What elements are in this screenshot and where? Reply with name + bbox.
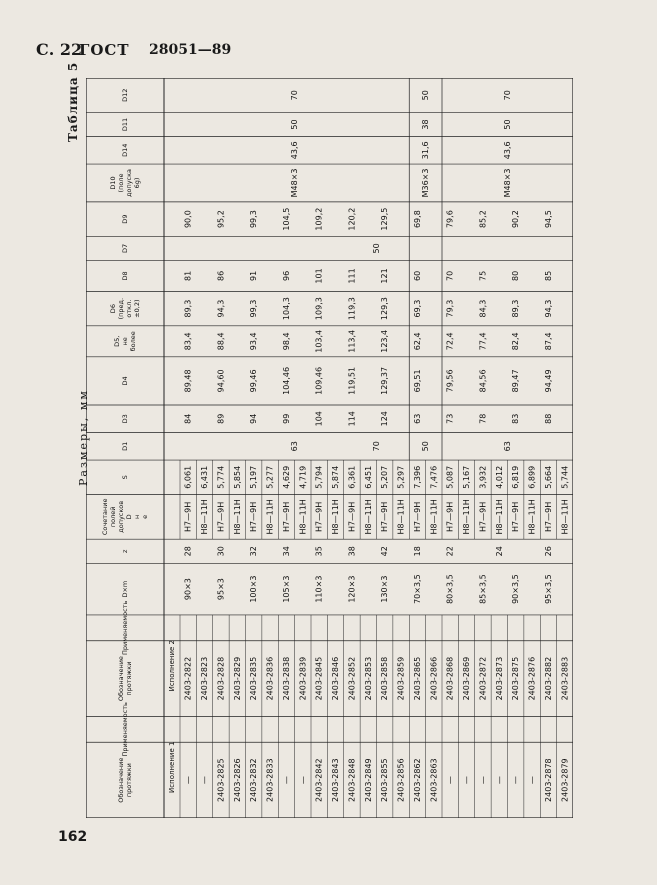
cell-d6: 94,3: [543, 299, 553, 318]
cell-z: 32: [249, 546, 259, 557]
gost-number: 28051—89: [149, 42, 232, 58]
cell-d10: M36×3: [421, 168, 431, 198]
cell-d3: 63: [412, 413, 422, 424]
cell-d8: 91: [249, 270, 259, 282]
cell-d4: 119,51: [347, 366, 357, 395]
cell-d1: 63: [503, 441, 512, 452]
cell-S: 5,664: [543, 465, 553, 489]
cell-s: H8—11H: [462, 499, 472, 535]
cell-d4: 94,60: [216, 369, 226, 393]
cell-i2: 2403-2866: [429, 656, 439, 701]
cell-d4: 109,46: [314, 366, 324, 395]
cell-d: 90×3,5: [511, 574, 521, 604]
cell-d9: 85,2: [478, 210, 488, 229]
cell-d: 80×3,5: [445, 574, 455, 604]
header-d4: D4: [121, 376, 129, 386]
cell-i2: 2403-2838: [281, 656, 291, 701]
cell-i2: 2403-2883: [560, 656, 570, 701]
cell-d: 120×3: [347, 575, 357, 603]
cell-i1: —: [511, 776, 521, 785]
cell-i2: 2403-2822: [183, 656, 193, 701]
cell-S: 5,167: [462, 465, 472, 489]
header-z: z: [121, 549, 129, 553]
cell-i2: 2403-2859: [396, 656, 406, 701]
page-number-bottom: 162: [58, 829, 88, 845]
cell-i1: 2403-2843: [331, 758, 341, 802]
cell-i2: 2403-2875: [511, 656, 521, 701]
isp2-label: Исполнение 2: [168, 639, 176, 692]
cell-i2: 2403-2846: [331, 656, 341, 701]
cell-d5: 83,4: [183, 332, 193, 351]
cell-i1: 2403-2825: [216, 758, 226, 802]
cell-d5: 87,4: [543, 332, 553, 351]
cell-s: H7—9H: [347, 501, 357, 532]
cell-S: 5,744: [560, 465, 570, 489]
cell-d5: 123,4: [380, 329, 390, 353]
cell-d5: 113,4: [347, 329, 357, 353]
cell-d14: 43,6: [290, 141, 300, 160]
cell-S: 6,819: [511, 465, 521, 489]
cell-d9: 99,3: [249, 210, 259, 229]
cell-d4: 84,56: [478, 369, 488, 393]
cell-d6: 79,3: [445, 299, 455, 318]
cell-i2: 2403-2882: [543, 656, 553, 701]
cell-d6: 89,3: [183, 299, 193, 318]
cell-S: 5,297: [396, 465, 406, 489]
cell-S: 5,874: [331, 465, 341, 489]
cell-S: 5,197: [249, 465, 259, 489]
cell-i2: 2403-2865: [412, 656, 422, 701]
cell-s: H8—11H: [200, 499, 210, 535]
cell-d6: 104,3: [281, 297, 291, 321]
cell-d5: 103,4: [314, 329, 324, 353]
cell-s: H8—11H: [396, 499, 406, 535]
cell-s: H7—9H: [543, 501, 553, 532]
cell-i1: 2403-2826: [232, 758, 242, 802]
cell-d10: M48×3: [290, 168, 300, 198]
cell-d3: 73: [445, 413, 455, 424]
cell-d3: 83: [511, 413, 521, 424]
header-d6: D6(пред.откл.±0,2): [109, 297, 141, 320]
cell-z: 24: [494, 546, 504, 557]
cell-d12: 70: [503, 90, 512, 101]
cell-s: H7—9H: [412, 501, 422, 532]
cell-d9: 94,5: [543, 210, 553, 229]
cell-d10: M48×3: [503, 168, 512, 198]
cell-d4: 79,56: [445, 369, 455, 393]
cell-s: H7—9H: [445, 501, 455, 532]
cell-i1: 2403-2863: [429, 758, 439, 802]
cell-s: H8—11H: [265, 499, 275, 535]
cell-i2: 2403-2845: [314, 656, 324, 701]
cell-s: H7—9H: [478, 501, 488, 532]
cell-d14: 31,6: [421, 141, 431, 160]
dimensions-label: Размеры, мм: [77, 389, 90, 486]
cell-S: 4,719: [298, 465, 308, 489]
cell-s: H8—11H: [298, 499, 308, 535]
cell-d8: 111: [347, 268, 357, 284]
cell-d6: 129,3: [380, 297, 390, 321]
cell-s: H8—11H: [363, 499, 373, 535]
cell-i2: 2403-2828: [216, 656, 226, 701]
cell-d6: 94,3: [216, 299, 226, 318]
cell-d4: 99,46: [249, 369, 259, 393]
cell-S: 6,431: [200, 465, 210, 489]
cell-d5: 82,4: [511, 332, 521, 351]
cell-i2: 2403-2876: [527, 656, 537, 701]
cell-i1: 2403-2862: [412, 758, 422, 802]
cell-i2: 2403-2823: [200, 656, 210, 701]
cell-d5: 62,4: [412, 332, 422, 351]
cell-d3: 104: [314, 411, 324, 427]
cell-d: 130×3: [380, 575, 390, 603]
cell-S: 5,854: [232, 465, 242, 489]
cell-d11: 38: [421, 119, 431, 130]
cell-d3: 88: [543, 413, 553, 424]
cell-d5: 72,4: [445, 332, 455, 351]
cell-i2: 2403-2835: [249, 656, 259, 701]
cell-d9: 104,5: [281, 207, 291, 231]
cell-S: 7,476: [429, 465, 439, 489]
cell-i1: —: [478, 776, 488, 785]
cell-i1: 2403-2833: [265, 758, 275, 802]
cell-z: 26: [543, 546, 553, 557]
cell-d1: 50: [421, 441, 431, 452]
header-oboz1: Обозначениепротяжки: [117, 757, 133, 803]
cell-i2: 2403-2836: [265, 656, 275, 701]
isp1-label: Исполнение 1: [168, 741, 176, 793]
cell-d: 100×3: [249, 575, 259, 603]
cell-s: H8—11H: [560, 499, 570, 535]
cell-i1: 2403-2842: [314, 758, 324, 802]
cell-d4: 89,48: [183, 369, 193, 393]
cell-z: 34: [281, 546, 291, 557]
cell-d5: 88,4: [216, 332, 226, 351]
cell-d1: 70: [372, 441, 381, 452]
cell-d8: 85: [543, 270, 553, 282]
cell-s: H8—11H: [232, 499, 242, 535]
header-d1: D1: [121, 441, 129, 451]
cell-d8: 121: [380, 268, 390, 284]
cell-d3: 114: [347, 411, 357, 427]
cell-d6: 69,3: [412, 299, 422, 318]
cell-d1: 63: [290, 441, 300, 452]
cell-i1: —: [445, 776, 455, 785]
cell-i2: 2403-2829: [232, 656, 242, 701]
cell-S: 4,012: [494, 465, 504, 489]
cell-d: 95×3,5: [543, 574, 553, 604]
header-sochet: СочетаниеполейдопусковDне: [101, 498, 149, 536]
cell-s: H7—9H: [249, 501, 259, 532]
header-d11: D11: [121, 117, 129, 132]
cell-s: H8—11H: [494, 499, 504, 535]
cell-d3: 84: [183, 413, 193, 424]
cell-S: 6,899: [527, 465, 537, 489]
cell-S: 6,451: [363, 465, 373, 489]
cell-S: 5,087: [445, 465, 455, 489]
cell-d5: 93,4: [249, 332, 259, 351]
header-oboz2: Обозначениепротяжки: [117, 656, 133, 702]
header-dxm: D×m: [121, 580, 129, 598]
cell-d8: 70: [445, 270, 455, 282]
cell-d6: 89,3: [511, 299, 521, 318]
cell-d7: 50: [372, 243, 381, 254]
cell-d4: 94,49: [543, 369, 553, 393]
cell-d9: 95,2: [216, 210, 226, 229]
cell-d5: 98,4: [281, 332, 291, 351]
cell-s: H7—9H: [183, 501, 193, 532]
cell-d: 70×3,5: [412, 574, 422, 604]
cell-S: 5,277: [265, 465, 275, 489]
cell-i1: 2403-2856: [396, 758, 406, 802]
cell-s: H7—9H: [511, 501, 521, 532]
cell-d6: 84,3: [478, 299, 488, 318]
cell-i2: 2403-2853: [363, 656, 373, 701]
cell-S: 5,774: [216, 465, 226, 489]
cell-i1: —: [298, 776, 308, 785]
cell-i1: —: [462, 776, 472, 785]
cell-d: 110×3: [314, 575, 324, 603]
table-title: Таблица 5: [66, 61, 80, 142]
header-d10: D10(поледопуска6g): [109, 168, 141, 198]
cell-d3: 99: [281, 413, 291, 424]
cell-i1: 2403-2879: [560, 758, 570, 802]
cell-d11: 50: [503, 119, 512, 130]
cell-d: 85×3,5: [478, 574, 488, 604]
cell-d9: 129,5: [380, 207, 390, 231]
cell-s: H8—11H: [527, 499, 537, 535]
page-number-top: С. 22: [36, 40, 83, 59]
cell-i1: —: [281, 776, 291, 785]
cell-d9: 109,2: [314, 207, 324, 231]
cell-z: 18: [412, 546, 422, 557]
cell-z: 42: [380, 546, 390, 557]
cell-d4: 89,47: [511, 369, 521, 393]
header-prim2: Применяемость: [121, 600, 129, 656]
cell-d8: 80: [511, 270, 521, 282]
header-d12: D12: [121, 88, 129, 102]
cell-s: H8—11H: [429, 499, 439, 535]
cell-S: 4,629: [281, 465, 291, 489]
cell-d3: 94: [249, 413, 259, 424]
cell-d3: 89: [216, 413, 226, 424]
cell-d5: 77,4: [478, 332, 488, 351]
cell-S: 6,361: [347, 465, 357, 489]
cell-d8: 75: [478, 270, 488, 282]
header-s: S: [121, 475, 129, 480]
cell-i1: 2403-2878: [543, 758, 553, 802]
header-d3: D3: [121, 414, 129, 424]
header-d9: D9: [121, 214, 129, 224]
rotated-table-group: [86, 78, 573, 818]
cell-i1: 2403-2849: [363, 758, 373, 802]
cell-i2: 2403-2839: [298, 656, 308, 701]
cell-d9: 90,0: [183, 210, 193, 229]
header-d7: D7: [121, 243, 129, 253]
cell-d6: 99,3: [249, 299, 259, 318]
cell-i2: 2403-2868: [445, 656, 455, 701]
cell-d6: 109,3: [314, 297, 324, 321]
cell-d: 90×3: [183, 578, 193, 601]
cell-d: 95×3: [216, 578, 226, 601]
cell-d9: 79,6: [445, 210, 455, 229]
cell-d12: 50: [421, 90, 431, 101]
cell-i2: 2403-2852: [347, 656, 357, 701]
cell-S: 7,396: [412, 465, 422, 489]
cell-d14: 43,6: [503, 141, 512, 160]
cell-z: 28: [183, 546, 193, 557]
cell-z: 35: [314, 546, 324, 557]
cell-d9: 120,2: [347, 207, 357, 231]
cell-d8: 60: [412, 270, 422, 282]
cell-d4: 69,51: [412, 369, 422, 393]
cell-d8: 81: [183, 270, 193, 282]
cell-i2: 2403-2872: [478, 656, 488, 701]
cell-d3: 78: [478, 413, 488, 424]
cell-d9: 69,8: [412, 210, 422, 229]
header-d14: D14: [121, 143, 129, 157]
cell-i1: —: [494, 776, 504, 785]
cell-d8: 86: [216, 270, 226, 282]
cell-d4: 104,46: [281, 366, 291, 395]
cell-i2: 2403-2873: [494, 656, 504, 701]
cell-d8: 96: [281, 270, 291, 282]
cell-i1: —: [527, 776, 537, 785]
gost-label: ГОСТ: [79, 41, 130, 59]
cell-s: H7—9H: [314, 501, 324, 532]
cell-z: 38: [347, 546, 357, 557]
cell-d9: 90,2: [511, 210, 521, 229]
cell-i1: 2403-2855: [380, 758, 390, 802]
cell-S: 5,794: [314, 465, 324, 489]
cell-s: H7—9H: [281, 501, 291, 532]
cell-d4: 129,37: [380, 366, 390, 395]
cell-i2: 2403-2858: [380, 656, 390, 701]
cell-S: 6,061: [183, 465, 193, 489]
cell-s: H7—9H: [380, 501, 390, 532]
cell-d6: 119,3: [347, 297, 357, 321]
cell-z: 22: [445, 546, 455, 557]
cell-d12: 70: [290, 90, 300, 101]
cell-S: 3,932: [478, 465, 488, 489]
cell-s: H8—11H: [331, 499, 341, 535]
cell-d: 105×3: [281, 575, 291, 603]
cell-z: 30: [216, 546, 226, 557]
cell-i1: 2403-2848: [347, 758, 357, 802]
cell-i2: 2403-2869: [462, 656, 472, 701]
cell-S: 5,207: [380, 465, 390, 489]
cell-i1: 2403-2832: [249, 758, 259, 802]
cell-i1: —: [183, 776, 193, 785]
header-d8: D8: [121, 271, 129, 281]
cell-i1: —: [200, 776, 210, 785]
cell-d8: 101: [314, 268, 324, 284]
header-d5: D5,неболее: [113, 331, 137, 352]
cell-d3: 124: [380, 411, 390, 427]
cell-d11: 50: [290, 119, 300, 130]
cell-s: H7—9H: [216, 501, 226, 532]
header-prim1: Применяемость: [121, 702, 129, 757]
dimensions-table: [86, 78, 573, 818]
